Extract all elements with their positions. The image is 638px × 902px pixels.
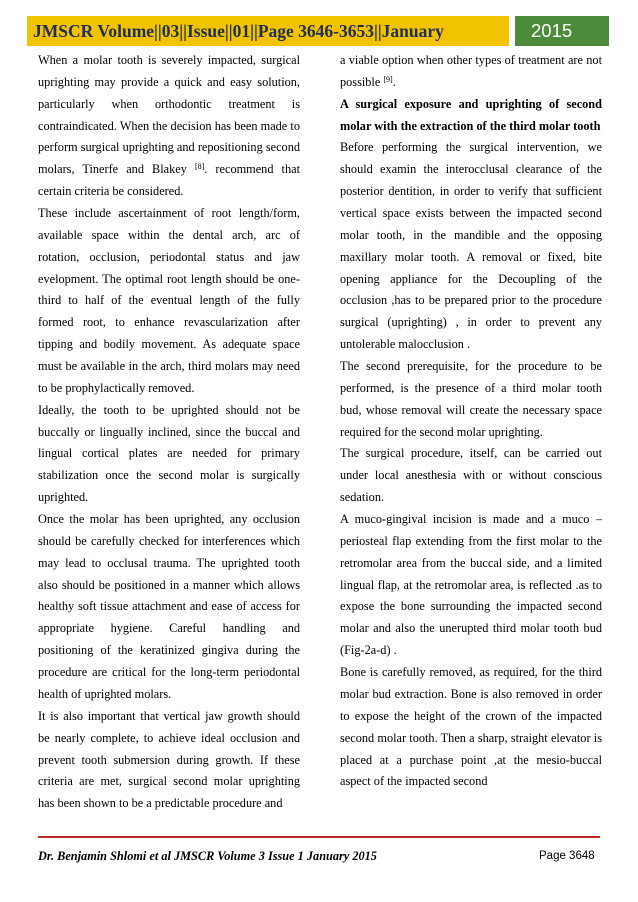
journal-title: JMSCR Volume||03||Issue||01||Page 3646-3653||January [27, 16, 509, 46]
section-heading: A surgical exposure and uprighting of second molar with the extraction of the third molar tooth [340, 96, 602, 133]
paragraph: These include ascertainment of root length/form, available space within the dental arch, arc of rotation, occlusion, periodontal status and jaw evelopment. The optimal root length should be one-third to half of the eventual length of the fully formed root, to enhance revascularization after tipping and bodily movement. As adequate space must be available in the arch, third molars may need to be prophylactically removed. [38, 206, 300, 395]
left-column [38, 50, 300, 815]
paragraph: The second prerequisite, for the procedure to be performed, is the presence of a third molar tooth bud, whose removal will create the necessary space required for the second molar uprighting. [340, 359, 602, 439]
paragraph: A muco-gingival incision is made and a muco – periosteal flap extending from the first molar to the retromolar area from the buccal side, and a limited lingual flap, at the retromolar area, is reflected .as to expose the bone surrounding the impacted second molar and also the unerupted third molar tooth bud (Fig-2a-d) . [340, 512, 602, 658]
journal-header [27, 16, 609, 46]
paragraph-text: . recommend that certain criteria be considered. [38, 162, 300, 199]
page-number: Page 3648 [539, 850, 595, 862]
paragraph: Before performing the surgical intervention, we should examin the interocclusal clearance of the posterior dentition, in order to verify that sufficient vertical space exists between the impacted second molar tooth, in the mandible and the opposing maxillary molar tooth. A removal or fixed, bite opening appliance for the Decoupling of the occlusion ,has to be prepared prior to the procedure surgical (uprighting) , in order to prevent any untolerable malocclusion . [340, 140, 602, 352]
paragraph: Bone is carefully removed, as required, for the third molar bud extraction. Bone is also removed in order to expose the height of the crown of the impacted second molar tooth. Then a sharp, straight elevator is placed at a purchase point ,at the mesio-buccal aspect of the impacted second [340, 665, 602, 789]
footer-divider [38, 836, 600, 838]
paragraph: The surgical procedure, itself, can be carried out under local anesthesia with or without conscious sedation. [340, 446, 602, 505]
citation-ref: [8] [194, 162, 205, 172]
paragraph: It is also important that vertical jaw growth should be nearly complete, to achieve ideal occlusion and prevent tooth submersion during growth. If these criteria are met, surgical second molar uprighting has been shown to be a predictable procedure and [38, 708, 300, 811]
paragraph-text: . [392, 74, 396, 89]
right-column [340, 50, 602, 793]
paragraph [38, 50, 300, 203]
paragraph-text: a viable option when other types of treatment are not possible [340, 53, 602, 89]
footer-citation: Dr. Benjamin Shlomi et al JMSCR Volume 3 Issue 1 January 2015 [38, 849, 377, 863]
paragraph: Ideally, the tooth to be uprighted should not be buccally or lingually inclined, since the buccal and lingual cortical plates are needed for primary stabilization once the second molar is surgically uprighted. [38, 402, 300, 505]
citation-ref: [9] [383, 74, 393, 84]
paragraph [340, 50, 602, 94]
paragraph: Once the molar has been uprighted, any occlusion should be carefully checked for interferences which may lead to occlusal trauma. The uprighted tooth also should be positioned in a manner which allows healthy soft tissue attachment and ease of access for appropriate hygiene. Careful handling and positioning of the keratinized gingiva during the procedure are critical for the long-term periodontal health of uprighted molars. [38, 512, 300, 701]
journal-year: 2015 [515, 16, 609, 46]
paragraph-text: When a molar tooth is severely impacted, surgical uprighting may provide a quick and easy solution, particularly when orthodontic treatment is contraindicated. When the decision has been made to perform surgical uprighting and repositioning second molars, Tinerfe and Blakey [38, 53, 300, 177]
